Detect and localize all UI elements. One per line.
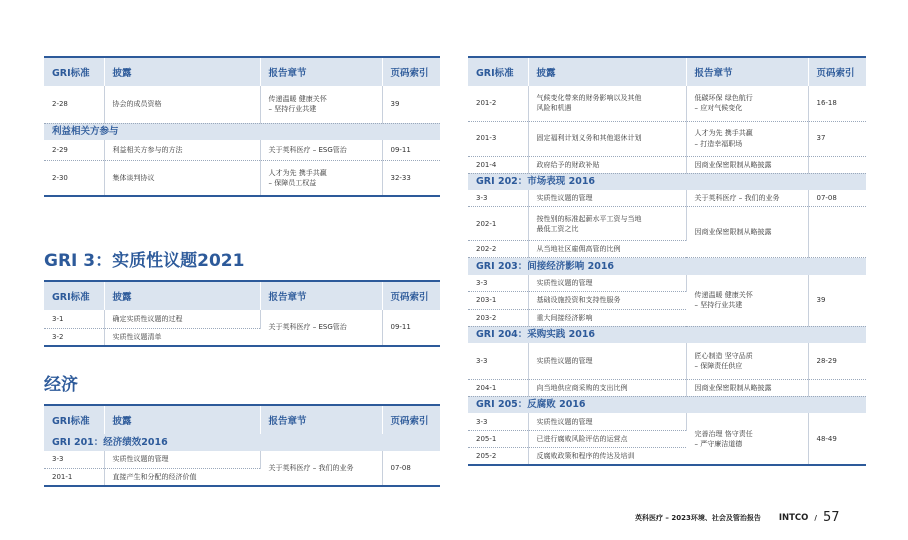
section-title: GRI 201：经济绩效2016 bbox=[44, 434, 440, 451]
table-header-row bbox=[468, 57, 866, 86]
header-page-index: 页码索引 bbox=[808, 57, 866, 86]
table-row bbox=[44, 140, 440, 160]
gri3-table-panel bbox=[44, 280, 440, 347]
header-chapter: 报告章节 bbox=[260, 405, 382, 434]
table-row bbox=[44, 160, 440, 196]
gri-code: 201-3 bbox=[468, 121, 528, 156]
disclosure-text: 已进行腐败风险评估的运营点 bbox=[528, 430, 686, 447]
page-index: 28-29 bbox=[808, 343, 866, 379]
table-row bbox=[468, 413, 866, 430]
header-page-index: 页码索引 bbox=[382, 57, 440, 86]
disclosure-text: 重大间接经济影响 bbox=[528, 309, 686, 326]
chapter-text: 完善治理 恪守责任 – 严守廉洁道德 bbox=[686, 413, 808, 465]
gri-code: 3-3 bbox=[468, 413, 528, 430]
header-chapter: 报告章节 bbox=[260, 57, 382, 86]
left-top-table-panel bbox=[44, 56, 440, 197]
report-title: 英科医疗 – 2023环境、社会及管治报告 bbox=[635, 513, 761, 522]
table-row bbox=[468, 379, 866, 396]
table-header-row bbox=[44, 405, 440, 434]
page-index bbox=[808, 207, 866, 258]
disclosure-text: 气候变化带来的财务影响以及其他 风险和机遇 bbox=[528, 86, 686, 121]
disclosure-text: 确定实质性议题的过程 bbox=[104, 310, 260, 328]
header-gri-standard: GRI标准 bbox=[44, 405, 104, 434]
table-row bbox=[468, 275, 866, 292]
header-gri-standard: GRI标准 bbox=[468, 57, 528, 86]
gri-code: 205-1 bbox=[468, 430, 528, 447]
chapter-text: 因商业保密限制从略披露 bbox=[686, 207, 808, 258]
gri-code: 201-2 bbox=[468, 86, 528, 121]
gri-code: 3-2 bbox=[44, 328, 104, 346]
right-table-panel bbox=[468, 56, 866, 466]
page-index bbox=[808, 379, 866, 396]
page-index: 07-08 bbox=[382, 451, 440, 486]
disclosure-text: 政府给予的财政补贴 bbox=[528, 156, 686, 173]
gri-code: 203-1 bbox=[468, 292, 528, 309]
section-title: GRI 203：间接经济影响 2016 bbox=[468, 258, 866, 275]
disclosure-text: 利益相关方参与的方法 bbox=[104, 140, 260, 160]
table-row bbox=[468, 343, 866, 379]
table-row bbox=[468, 190, 866, 207]
economy-heading: 经济 bbox=[44, 375, 78, 395]
gri-code: 202-1 bbox=[468, 207, 528, 241]
section-title: GRI 205：反腐败 2016 bbox=[468, 396, 866, 413]
gri-code: 203-2 bbox=[468, 309, 528, 326]
gri2-table bbox=[44, 56, 440, 197]
header-disclosure: 披露 bbox=[528, 57, 686, 86]
page-index: 07-08 bbox=[808, 190, 866, 207]
disclosure-text: 固定福利计划义务和其他退休计划 bbox=[528, 121, 686, 156]
chapter-text: 关于英科医疗 – ESG管治 bbox=[260, 140, 382, 160]
footer-slash: / bbox=[814, 513, 817, 522]
gri-code: 2-30 bbox=[44, 160, 104, 196]
chapter-text: 传递温暖 健康关怀 – 坚持行业共建 bbox=[686, 275, 808, 326]
gri-code: 202-2 bbox=[468, 241, 528, 258]
disclosure-text: 集体谈判协议 bbox=[104, 160, 260, 196]
gri3-table bbox=[44, 280, 440, 347]
section-row bbox=[468, 396, 866, 413]
gri-code: 2-29 bbox=[44, 140, 104, 160]
header-gri-standard: GRI标准 bbox=[44, 281, 104, 310]
disclosure-text: 基础设施投资和支持性服务 bbox=[528, 292, 686, 309]
header-gri-standard: GRI标准 bbox=[44, 57, 104, 86]
gri201-table bbox=[44, 404, 440, 487]
disclosure-text: 向当地供应商采购的支出比例 bbox=[528, 379, 686, 396]
page-footer bbox=[635, 510, 840, 525]
disclosure-text: 直接产生和分配的经济价值 bbox=[104, 468, 260, 486]
header-chapter: 报告章节 bbox=[686, 57, 808, 86]
gri-code: 201-4 bbox=[468, 156, 528, 173]
section-row bbox=[468, 326, 866, 343]
table-row bbox=[44, 86, 440, 123]
disclosure-text: 从当地社区雇佣高管的比例 bbox=[528, 241, 686, 258]
section-row bbox=[44, 434, 440, 451]
gri-code: 3-3 bbox=[44, 451, 104, 468]
gri-code: 3-3 bbox=[468, 343, 528, 379]
chapter-text: 因商业保密限制从略披露 bbox=[686, 379, 808, 396]
chapter-text: 关于英科医疗 – ESG管治 bbox=[260, 310, 382, 346]
chapter-text: 因商业保密限制从略披露 bbox=[686, 156, 808, 173]
section-title: GRI 202：市场表现 2016 bbox=[468, 173, 866, 190]
page-number: 57 bbox=[822, 510, 840, 525]
page-index: 39 bbox=[808, 275, 866, 326]
page-index: 16-18 bbox=[808, 86, 866, 121]
section-row bbox=[44, 123, 440, 140]
gri200-table bbox=[468, 56, 866, 466]
disclosure-text: 实质性议题的管理 bbox=[528, 275, 686, 292]
section-title: GRI 204：采购实践 2016 bbox=[468, 326, 866, 343]
table-row bbox=[44, 310, 440, 328]
page-index: 32-33 bbox=[382, 160, 440, 196]
section-row bbox=[468, 258, 866, 275]
disclosure-text: 实质性议题的管理 bbox=[104, 451, 260, 468]
table-header-row bbox=[44, 57, 440, 86]
disclosure-text: 反腐败政策和程序的传达及培训 bbox=[528, 447, 686, 465]
header-disclosure: 披露 bbox=[104, 281, 260, 310]
header-chapter: 报告章节 bbox=[260, 281, 382, 310]
page-index: 37 bbox=[808, 121, 866, 156]
table-row bbox=[468, 207, 866, 241]
table-row bbox=[44, 451, 440, 468]
gri-code: 2-28 bbox=[44, 86, 104, 123]
header-disclosure: 披露 bbox=[104, 57, 260, 86]
gri-code: 205-2 bbox=[468, 447, 528, 465]
disclosure-text: 协会的成员资格 bbox=[104, 86, 260, 123]
table-row bbox=[468, 121, 866, 156]
chapter-text: 低碳环保 绿色航行 – 应对气候变化 bbox=[686, 86, 808, 121]
gri-code: 204-1 bbox=[468, 379, 528, 396]
header-disclosure: 披露 bbox=[104, 405, 260, 434]
chapter-text: 人才为先 携手共赢 – 打造幸福职场 bbox=[686, 121, 808, 156]
disclosure-text: 实质性议题的管理 bbox=[528, 413, 686, 430]
page-index: 09-11 bbox=[382, 140, 440, 160]
gri3-heading: GRI 3：实质性议题2021 bbox=[44, 251, 245, 271]
header-page-index: 页码索引 bbox=[382, 281, 440, 310]
gri-code: 3-1 bbox=[44, 310, 104, 328]
chapter-text: 关于英科医疗 – 我们的业务 bbox=[686, 190, 808, 207]
section-row bbox=[468, 173, 866, 190]
page-index: 09-11 bbox=[382, 310, 440, 346]
disclosure-text: 按性别的标准起薪水平工资与当地 最低工资之比 bbox=[528, 207, 686, 241]
economy-table-panel bbox=[44, 404, 440, 487]
chapter-text: 关于英科医疗 – 我们的业务 bbox=[260, 451, 382, 486]
table-row bbox=[468, 156, 866, 173]
disclosure-text: 实质性议题的管理 bbox=[528, 343, 686, 379]
table-header-row bbox=[44, 281, 440, 310]
gri-code: 3-3 bbox=[468, 275, 528, 292]
disclosure-text: 实质性议题的管理 bbox=[528, 190, 686, 207]
brand-name: INTCO bbox=[778, 512, 809, 523]
header-page-index: 页码索引 bbox=[382, 405, 440, 434]
gri-code: 201-1 bbox=[44, 468, 104, 486]
disclosure-text: 实质性议题清单 bbox=[104, 328, 260, 346]
page-index: 48-49 bbox=[808, 413, 866, 465]
page-index: 39 bbox=[382, 86, 440, 123]
section-title: 利益相关方参与 bbox=[44, 123, 440, 140]
chapter-text: 人才为先 携手共赢 – 保障员工权益 bbox=[260, 160, 382, 196]
page-index bbox=[808, 156, 866, 173]
chapter-text: 传递温暖 健康关怀 – 坚持行业共建 bbox=[260, 86, 382, 123]
gri-code: 3-3 bbox=[468, 190, 528, 207]
chapter-text: 匠心制造 坚守品质 – 保障责任供应 bbox=[686, 343, 808, 379]
table-row bbox=[468, 86, 866, 121]
